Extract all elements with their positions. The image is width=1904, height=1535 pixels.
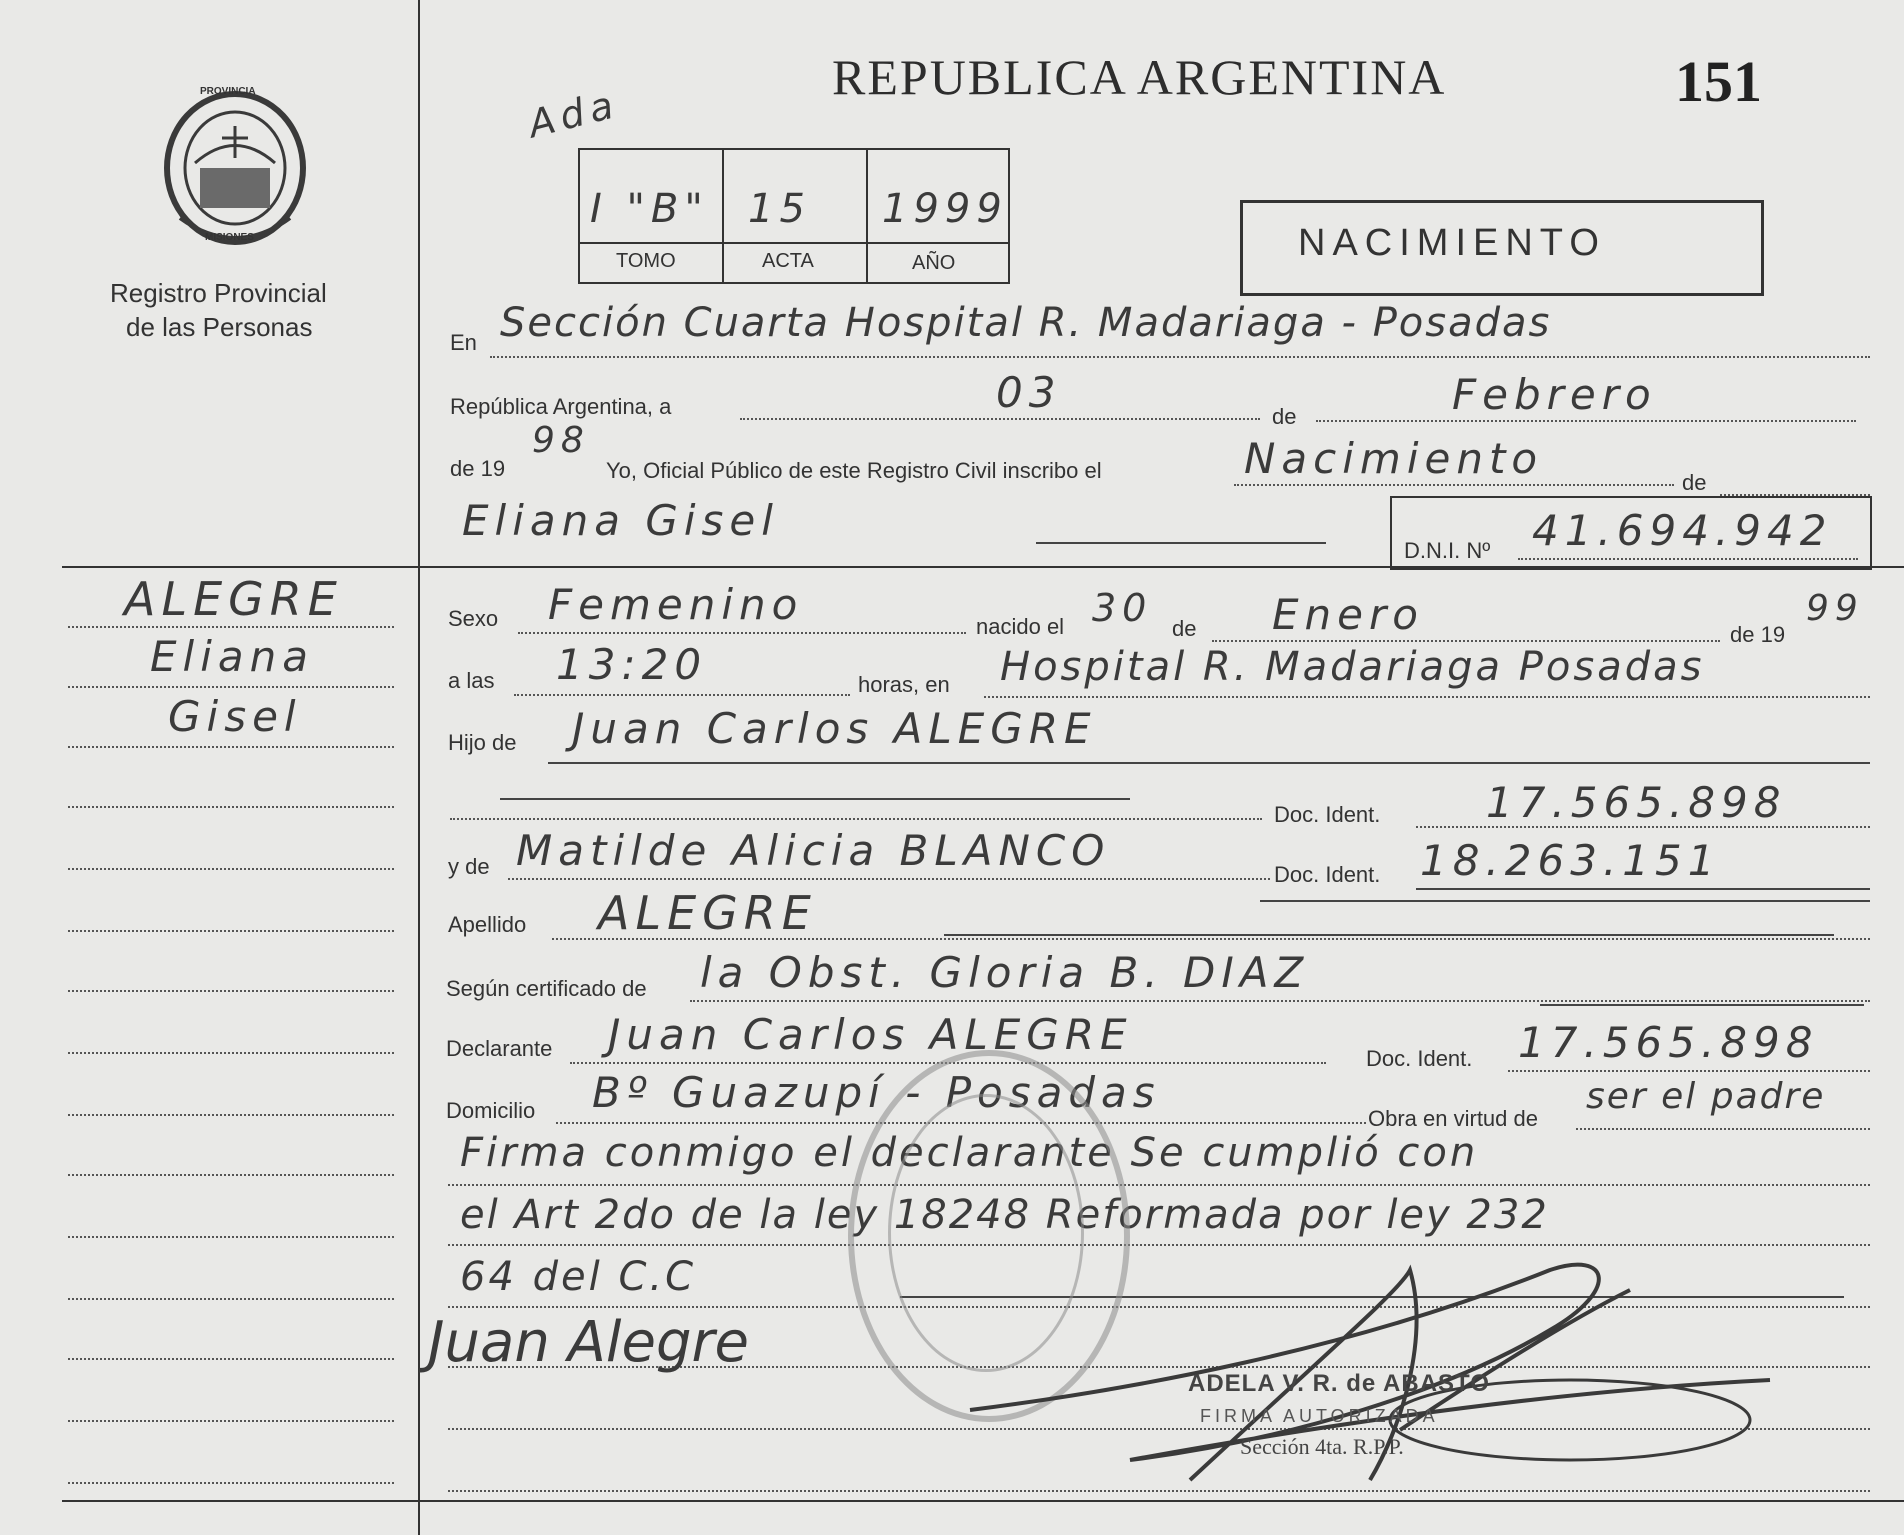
dni-dots bbox=[1518, 558, 1858, 560]
name-underline bbox=[1036, 542, 1326, 544]
margin-dots-9 bbox=[68, 1114, 394, 1116]
doc-type-label: NACIMIENTO bbox=[1298, 222, 1606, 264]
en-value: Sección Cuarta Hospital R. Madariaga - Posadas bbox=[500, 300, 1552, 346]
obra-value: ser el padre bbox=[1586, 1076, 1826, 1117]
yde-label: y de bbox=[448, 854, 490, 879]
acta-label: ACTA bbox=[762, 250, 814, 272]
alas-label: a las bbox=[448, 668, 495, 693]
dni-label: D.N.I. Nº bbox=[1404, 538, 1491, 563]
dni-value: 41.694.942 bbox=[1532, 506, 1833, 555]
margin-dots-3 bbox=[68, 746, 394, 748]
declarante-value: Juan Carlos ALEGRE bbox=[608, 1010, 1133, 1059]
day-dots bbox=[740, 418, 1260, 420]
margin-dots-6 bbox=[68, 930, 394, 932]
certificado-dots bbox=[690, 1000, 1870, 1002]
left-column-border bbox=[418, 0, 420, 1535]
certificado-value: la Obst. Gloria B. DIAZ bbox=[700, 948, 1310, 997]
margin-dots-13 bbox=[68, 1358, 394, 1360]
de-label-2: de bbox=[1682, 470, 1707, 495]
apellido-underline bbox=[944, 934, 1834, 936]
de-label-1: de bbox=[1272, 404, 1297, 429]
margin-dots-5 bbox=[68, 868, 394, 870]
official-name: ADELA V. R. de ABASTO bbox=[1188, 1370, 1490, 1397]
margin-dots-4 bbox=[68, 806, 394, 808]
official-section: Sección 4ta. R.P.P. bbox=[1240, 1434, 1404, 1459]
sexo-value: Femenino bbox=[548, 580, 804, 629]
father-continuation-dots bbox=[450, 818, 1262, 820]
en-label: En bbox=[450, 330, 477, 355]
de19-label-2: de 19 bbox=[1730, 622, 1786, 647]
month-dots bbox=[1316, 420, 1856, 422]
day-value: 03 bbox=[996, 368, 1062, 417]
official-title: FIRMA AUTORIZADA bbox=[1200, 1406, 1439, 1426]
father-value: Juan Carlos ALEGRE bbox=[572, 704, 1097, 753]
father-doc-value: 17.565.898 bbox=[1486, 778, 1787, 827]
notes-line-2: el Art 2do de la ley 18248 Reformada por ley 232 bbox=[460, 1192, 1549, 1238]
margin-dots-1 bbox=[68, 626, 394, 628]
father-underline-2 bbox=[500, 798, 1130, 800]
inscribo-label: Yo, Oficial Público de este Registro Civil inscribo el bbox=[606, 458, 1102, 483]
place-dots bbox=[984, 696, 1870, 698]
father-line bbox=[548, 762, 1870, 764]
inscribo-value: Nacimiento bbox=[1244, 434, 1544, 483]
horas-label: horas, en bbox=[858, 672, 950, 697]
month-value: Febrero bbox=[1452, 370, 1657, 419]
seal-text-bottom: MISIONES bbox=[205, 232, 254, 243]
declarante-doc-value: 17.565.898 bbox=[1518, 1018, 1819, 1067]
margin-second-name: Gisel bbox=[168, 692, 302, 741]
anio-value: 1999 bbox=[882, 186, 1008, 232]
mother-doc-value: 18.263.151 bbox=[1420, 836, 1721, 885]
birth-month-dots bbox=[1212, 640, 1720, 642]
mother-dots bbox=[508, 878, 1270, 880]
domicilio-label: Domicilio bbox=[446, 1098, 536, 1123]
hour-dots bbox=[514, 694, 850, 696]
margin-note: Ada bbox=[524, 81, 624, 147]
apellido-value: ALEGRE bbox=[598, 886, 817, 940]
mother-underline-2 bbox=[1260, 900, 1870, 902]
notes-dots-1 bbox=[448, 1184, 1870, 1186]
year-value: 98 bbox=[532, 420, 590, 461]
name-value: Eliana Gisel bbox=[462, 496, 779, 545]
book-table-divider bbox=[578, 242, 1008, 244]
registry-line-2: de las Personas bbox=[126, 312, 313, 342]
apellido-label: Apellido bbox=[448, 912, 527, 937]
declarante-doc-label: Doc. Ident. bbox=[1366, 1046, 1473, 1071]
obra-label: Obra en virtud de bbox=[1368, 1106, 1538, 1131]
sexo-dots bbox=[518, 632, 966, 634]
anio-label: AÑO bbox=[912, 252, 956, 274]
country-title: REPUBLICA ARGENTINA bbox=[832, 49, 1447, 105]
mother-doc-label: Doc. Ident. bbox=[1274, 862, 1381, 887]
provincial-seal-icon bbox=[160, 88, 310, 248]
nacido-label: nacido el bbox=[976, 614, 1065, 639]
notes-line-1: Firma conmigo el declarante Se cumplió con bbox=[460, 1130, 1479, 1176]
mother-value: Matilde Alicia BLANCO bbox=[516, 826, 1111, 875]
margin-dots-11 bbox=[68, 1236, 394, 1238]
declarant-signature: Juan Alegre bbox=[428, 1310, 749, 1375]
margin-dots-15 bbox=[68, 1482, 394, 1484]
margin-dots-2 bbox=[68, 686, 394, 688]
en-dots bbox=[490, 356, 1870, 358]
domicilio-value: Bº Guazupí - Posadas bbox=[592, 1068, 1161, 1117]
mother-doc-line bbox=[1416, 888, 1870, 890]
place-value: Hospital R. Madariaga Posadas bbox=[1000, 644, 1705, 690]
de-label-3: de bbox=[1172, 616, 1197, 641]
margin-dots-14 bbox=[68, 1420, 394, 1422]
notes-line-3: 64 del C.C bbox=[460, 1254, 697, 1300]
margin-dots-8 bbox=[68, 1052, 394, 1054]
record-number: 151 bbox=[1675, 49, 1762, 114]
acta-value: 15 bbox=[748, 186, 811, 232]
sexo-label: Sexo bbox=[448, 606, 499, 631]
certificado-underline bbox=[1540, 1004, 1864, 1006]
hijo-label: Hijo de bbox=[448, 730, 517, 755]
republica-label: República Argentina, a bbox=[450, 394, 672, 419]
margin-dots-12 bbox=[68, 1298, 394, 1300]
birth-year-value: 99 bbox=[1806, 588, 1864, 629]
birth-month-value: Enero bbox=[1272, 590, 1424, 639]
declarante-label: Declarante bbox=[446, 1036, 553, 1061]
tomo-value: I "B" bbox=[590, 186, 709, 232]
bottom-border bbox=[62, 1500, 1904, 1502]
margin-surname: ALEGRE bbox=[124, 572, 343, 626]
declarante-doc-dots bbox=[1508, 1070, 1870, 1072]
birth-day-value: 30 bbox=[1092, 586, 1153, 630]
certificado-label: Según certificado de bbox=[446, 976, 647, 1001]
hour-value: 13:20 bbox=[556, 640, 708, 689]
margin-dots-10 bbox=[68, 1174, 394, 1176]
obra-dots bbox=[1576, 1128, 1870, 1130]
registry-line-1: Registro Provincial bbox=[110, 278, 327, 308]
tomo-label: TOMO bbox=[616, 250, 676, 272]
father-doc-label: Doc. Ident. bbox=[1274, 802, 1381, 827]
margin-first-name: Eliana bbox=[150, 632, 314, 681]
de19-label: de 19 bbox=[450, 456, 506, 481]
margin-dots-7 bbox=[68, 990, 394, 992]
seal-text-top: PROVINCIA bbox=[200, 86, 256, 97]
inscribo-dots bbox=[1234, 484, 1674, 486]
